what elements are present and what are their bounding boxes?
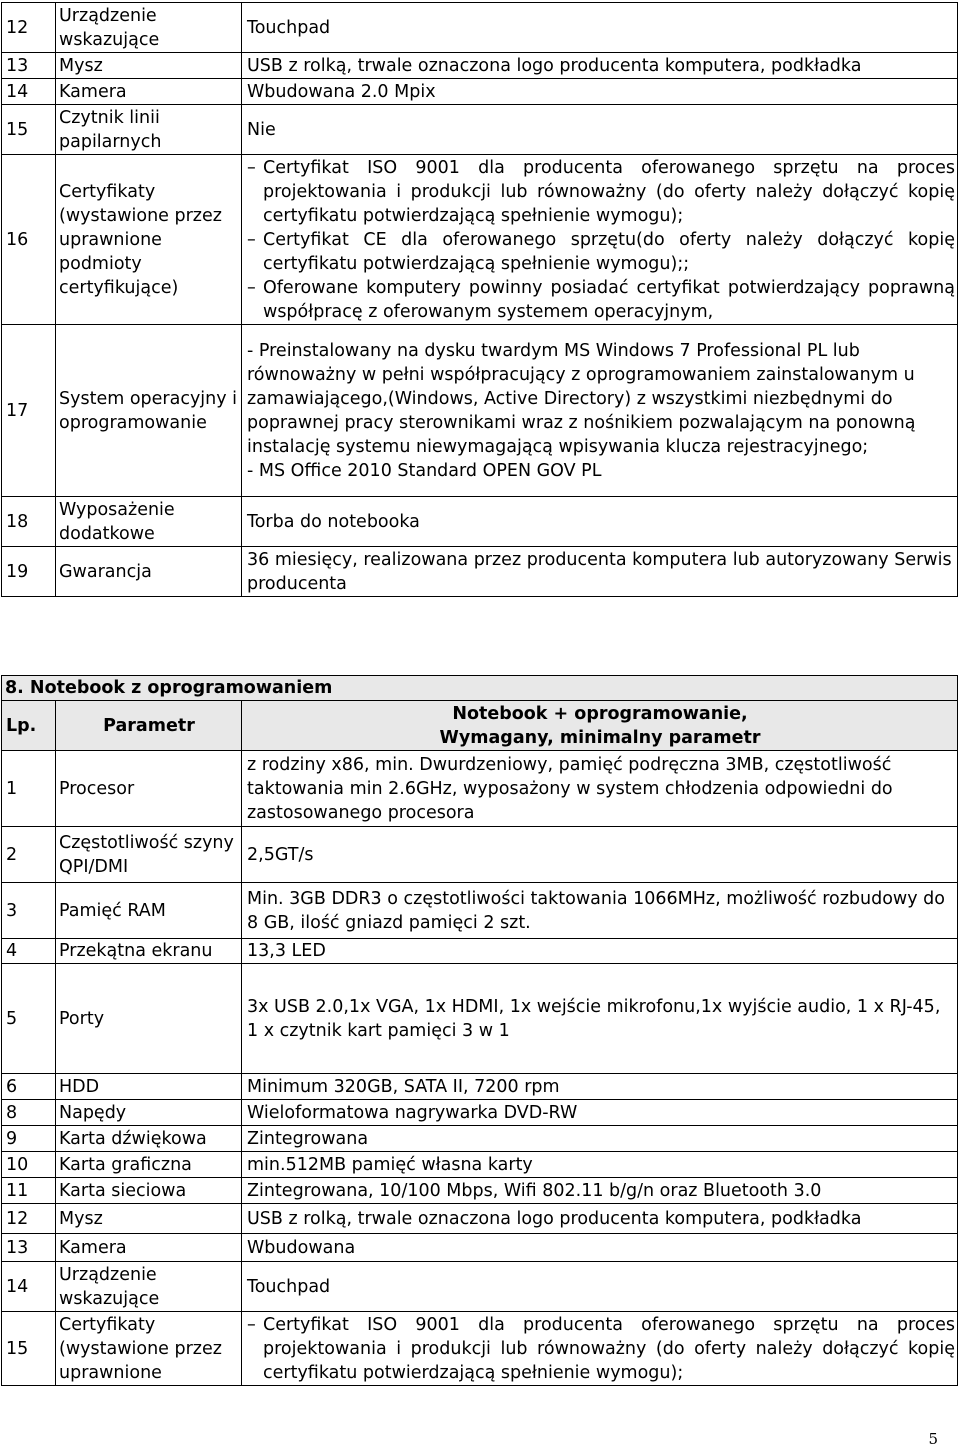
header-value — [242, 701, 958, 751]
param-value: 3x USB 2.0,1x VGA, 1x HDMI, 1x wejście mikrofonu,1x wyjście audio, 1 x RJ-45, 1 x czytnik kart pamięci 3 w 1 — [242, 964, 958, 1074]
param-value — [242, 1312, 958, 1386]
header-value-line2: Wymagany, minimalny parametr — [439, 727, 761, 748]
table-row — [2, 1234, 958, 1262]
param-value: Wieloformatowa nagrywarka DVD-RW — [242, 1100, 958, 1126]
header-value-line1: Notebook + oprogramowanie, — [452, 703, 748, 724]
os-description: - Preinstalowany na dysku twardym MS Windows 7 Professional PL lub równoważny w pełni współpracujący z oprogramowaniem zainstalowanym u zamawiającego,(Windows, Active Directory) z wszystkimi niezbędnymi do poprawnej pracy sterownikami wraz z nośnikiem pozwalającym na ponowną instalację systemu niewymagającą wpisywania klucza rejestracyjnego; — [247, 340, 916, 457]
param-label: Kamera — [56, 79, 242, 105]
row-number: 1 — [2, 751, 56, 827]
param-value: Touchpad — [242, 1262, 958, 1312]
row-number: 5 — [2, 964, 56, 1074]
row-number: 17 — [2, 325, 56, 497]
row-number: 14 — [2, 1262, 56, 1312]
row-number: 4 — [2, 939, 56, 964]
table-row — [2, 1126, 958, 1152]
cert-item: – Certyfikat ISO 9001 dla producenta oferowanego sprzętu na proces projektowania i produkcji lub równoważny (do oferty należy dołączyć kopię certyfikatu potwierdzającą spełnienie wymogu); — [247, 156, 955, 228]
section-title: 8. Notebook z oprogramowaniem — [2, 676, 958, 701]
cert-item: – Certyfikat CE dla oferowanego sprzętu(do oferty należy dołączyć kopię certyfikatu potwierdzającą spełnienie wymogu);; — [247, 228, 955, 276]
office-description: - MS Office 2010 Standard OPEN GOV PL — [247, 460, 602, 481]
header-param: Parametr — [56, 701, 242, 751]
param-label: Wyposażenie dodatkowe — [56, 497, 242, 547]
row-number: 16 — [2, 155, 56, 325]
param-label: Kamera — [56, 1234, 242, 1262]
spec-table-continued — [1, 2, 958, 597]
table-row — [2, 155, 958, 325]
cert-item: – Certyfikat ISO 9001 dla producenta oferowanego sprzętu na proces projektowania i produkcji lub równoważny (do oferty należy dołączyć kopię certyfikatu potwierdzającą spełnienie wymogu); — [247, 1313, 955, 1385]
table-row — [2, 1178, 958, 1204]
row-number: 18 — [2, 497, 56, 547]
param-label: Karta sieciowa — [56, 1178, 242, 1204]
row-number: 6 — [2, 1074, 56, 1100]
param-value: z rodziny x86, min. Dwurdzeniowy, pamięć podręczna 3MB, częstotliwość taktowania min 2.6GHz, wyposażony w system chłodzenia odpowiedni do zastosowanego procesora — [242, 751, 958, 827]
param-value — [242, 155, 958, 325]
table-row — [2, 3, 958, 53]
table-row — [2, 964, 958, 1074]
row-number: 12 — [2, 1204, 56, 1234]
header-lp: Lp. — [2, 701, 56, 751]
table-row — [2, 79, 958, 105]
param-value: Torba do notebooka — [242, 497, 958, 547]
table-row — [2, 1312, 958, 1386]
cert-item: – Oferowane komputery powinny posiadać certyfikat potwierdzający poprawną współpracę z oferowanym systemem operacyjnym, — [247, 276, 955, 324]
param-label: Czytnik linii papilarnych — [56, 105, 242, 155]
table-row — [2, 827, 958, 883]
param-value: Minimum 320GB, SATA II, 7200 rpm — [242, 1074, 958, 1100]
param-label: Karta graficzna — [56, 1152, 242, 1178]
table-row — [2, 1074, 958, 1100]
param-value: Wbudowana 2.0 Mpix — [242, 79, 958, 105]
param-label: Karta dźwiękowa — [56, 1126, 242, 1152]
param-value: Nie — [242, 105, 958, 155]
table-row — [2, 497, 958, 547]
row-number: 2 — [2, 827, 56, 883]
param-label: HDD — [56, 1074, 242, 1100]
row-number: 15 — [2, 105, 56, 155]
table-row — [2, 53, 958, 79]
row-number: 12 — [2, 3, 56, 53]
notebook-spec-table — [1, 675, 958, 1386]
param-label: Mysz — [56, 53, 242, 79]
param-value: 13,3 LED — [242, 939, 958, 964]
row-number: 9 — [2, 1126, 56, 1152]
table-row — [2, 547, 958, 597]
row-number: 13 — [2, 1234, 56, 1262]
param-value: Touchpad — [242, 3, 958, 53]
table-row — [2, 1262, 958, 1312]
param-label: Częstotliwość szyny QPI/DMI — [56, 827, 242, 883]
param-label: Urządzenie wskazujące — [56, 3, 242, 53]
param-value: USB z rolką, trwale oznaczona logo producenta komputera, podkładka — [242, 53, 958, 79]
section-title-row — [2, 676, 958, 701]
row-number: 19 — [2, 547, 56, 597]
param-label: System operacyjny i oprogramowanie — [56, 325, 242, 497]
param-value: 2,5GT/s — [242, 827, 958, 883]
param-value: USB z rolką, trwale oznaczona logo producenta komputera, podkładka — [242, 1204, 958, 1234]
row-number: 3 — [2, 883, 56, 939]
param-value: Min. 3GB DDR3 o częstotliwości taktowania 1066MHz, możliwość rozbudowy do 8 GB, ilość gniazd pamięci 2 szt. — [242, 883, 958, 939]
row-number: 11 — [2, 1178, 56, 1204]
param-label: Przekątna ekranu — [56, 939, 242, 964]
param-label: Certyfikaty (wystawione przez uprawnione — [56, 1312, 242, 1386]
table-row — [2, 325, 958, 497]
page-number: 5 — [928, 1430, 938, 1448]
row-number: 14 — [2, 79, 56, 105]
param-label: Mysz — [56, 1204, 242, 1234]
row-number: 15 — [2, 1312, 56, 1386]
row-number: 13 — [2, 53, 56, 79]
param-label: Porty — [56, 964, 242, 1074]
param-value: Zintegrowana, 10/100 Mbps, Wifi 802.11 b/g/n oraz Bluetooth 3.0 — [242, 1178, 958, 1204]
param-label: Certyfikaty (wystawione przez uprawnione podmioty certyfikujące) — [56, 155, 242, 325]
table-row — [2, 105, 958, 155]
row-number: 10 — [2, 1152, 56, 1178]
table-row — [2, 1100, 958, 1126]
param-label: Napędy — [56, 1100, 242, 1126]
table-row — [2, 1152, 958, 1178]
param-value: min.512MB pamięć własna karty — [242, 1152, 958, 1178]
param-label: Pamięć RAM — [56, 883, 242, 939]
param-value — [242, 325, 958, 497]
header-row — [2, 701, 958, 751]
table-row — [2, 1204, 958, 1234]
table-row — [2, 883, 958, 939]
param-value: Wbudowana — [242, 1234, 958, 1262]
param-value: 36 miesięcy, realizowana przez producenta komputera lub autoryzowany Serwis producenta — [242, 547, 958, 597]
param-label: Procesor — [56, 751, 242, 827]
param-label: Urządzenie wskazujące — [56, 1262, 242, 1312]
table-row — [2, 751, 958, 827]
param-label: Gwarancja — [56, 547, 242, 597]
table-row — [2, 939, 958, 964]
row-number: 8 — [2, 1100, 56, 1126]
param-value: Zintegrowana — [242, 1126, 958, 1152]
